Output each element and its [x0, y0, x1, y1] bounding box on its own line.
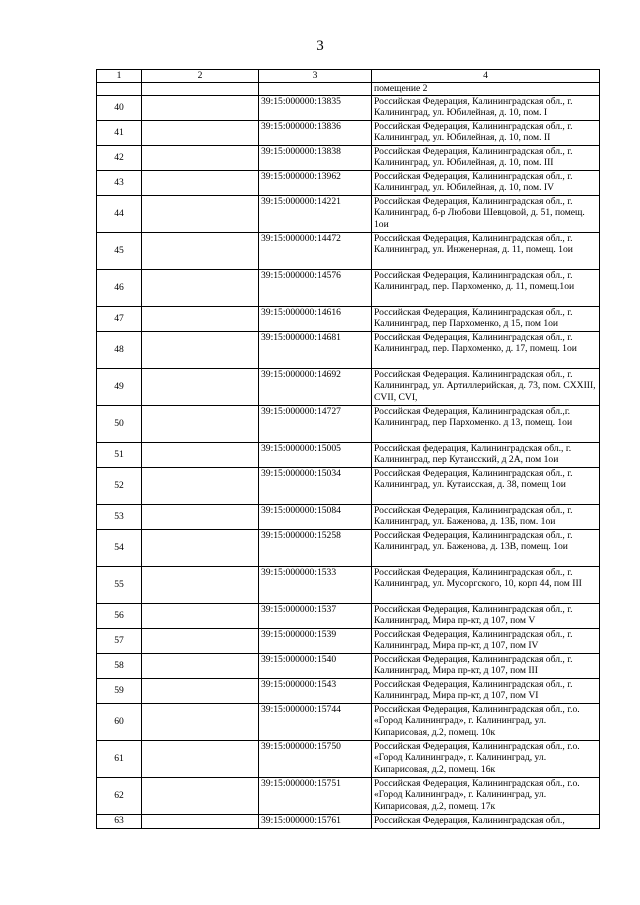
registry-table	[96, 69, 600, 829]
table-row	[97, 95, 600, 120]
table-row	[97, 195, 600, 232]
table-row	[97, 603, 600, 628]
row-number-cell: 41	[97, 120, 142, 145]
owner-cell	[142, 368, 259, 405]
table-row	[97, 678, 600, 703]
address-cell: Российская Федерация, Калининградская обл., г. Калининград, Мира пр-кт, д 107, пом V	[372, 603, 600, 628]
cadastral-cell: 39:15:000000:14576	[259, 269, 372, 306]
cadastral-cell: 39:15:000000:15034	[259, 467, 372, 504]
owner-cell	[142, 628, 259, 653]
table-row	[97, 306, 600, 331]
cadastral-cell: 39:15:000000:1540	[259, 653, 372, 678]
cadastral-cell	[259, 82, 372, 95]
owner-cell	[142, 195, 259, 232]
row-number-cell: 58	[97, 653, 142, 678]
row-number-cell: 56	[97, 603, 142, 628]
cadastral-cell: 39:15:000000:13835	[259, 95, 372, 120]
page-number: 3	[316, 38, 324, 54]
table-row	[97, 814, 600, 828]
row-number-cell: 53	[97, 504, 142, 529]
address-cell: Российская Федерация, Калининградская обл., г. Калининград, ул. Баженова, д. 13В, помещ. 1ои	[372, 529, 600, 566]
owner-cell	[142, 269, 259, 306]
cadastral-cell: 39:15:000000:1543	[259, 678, 372, 703]
cadastral-cell: 39:15:000000:15258	[259, 529, 372, 566]
address-cell: Российская Федерация. Калининградская обл., г. Калининград, ул. Артиллерийская, д. 73, пом. CXXIII, CVII, CVI,	[372, 368, 600, 405]
owner-cell	[142, 603, 259, 628]
table-row	[97, 529, 600, 566]
address-cell: Российская Федерация, Калининградская обл., г. Калининград, ул. Юбилейная, д. 10, пом. I	[372, 95, 600, 120]
row-number-cell: 48	[97, 331, 142, 368]
table-row	[97, 740, 600, 777]
owner-cell	[142, 170, 259, 195]
row-number-cell: 52	[97, 467, 142, 504]
table-row	[97, 368, 600, 405]
address-cell: Российская Федерация, Калининградская обл., г. Калининград, ул. Инженерная, д. 11, помещ. 1ои	[372, 232, 600, 269]
row-number-cell: 62	[97, 777, 142, 814]
owner-cell	[142, 120, 259, 145]
cadastral-cell: 39:15:000000:13838	[259, 145, 372, 170]
address-cell: Российская Федерация, Калининградская обл., г. Калининград, пер. Пархоменко, д. 17, помещ. 1ои	[372, 331, 600, 368]
cadastral-cell: 39:15:000000:15750	[259, 740, 372, 777]
row-number-cell: 42	[97, 145, 142, 170]
cadastral-cell: 39:15:000000:1537	[259, 603, 372, 628]
cadastral-cell: 39:15:000000:13962	[259, 170, 372, 195]
cadastral-cell: 39:15:000000:1533	[259, 566, 372, 603]
owner-cell	[142, 95, 259, 120]
owner-cell	[142, 814, 259, 828]
table-row	[97, 703, 600, 740]
address-cell: Российская Федерация, Калининградская обл., г.о. «Город Калининград», г. Калининград, ул. Кипарисовая, д.2, помещ. 16к	[372, 740, 600, 777]
address-cell: Российская федерация, Калининградская обл., г. Калининград, пер Кутаисский, д 2А, пом 1ои	[372, 442, 600, 467]
row-number-cell: 46	[97, 269, 142, 306]
address-cell: Российская Федерация, Калининградская обл., г. Калининград, пер. Пархоменко, д. 11, помещ.1ои	[372, 269, 600, 306]
address-cell: Российская Федерация, Калининградская обл.,г. Калининград, пер Пархоменко. д 13, помещ. 1ои	[372, 405, 600, 442]
cadastral-cell: 39:15:000000:14472	[259, 232, 372, 269]
cadastral-cell: 39:15:000000:14616	[259, 306, 372, 331]
owner-cell	[142, 405, 259, 442]
table-row	[97, 405, 600, 442]
cadastral-cell: 39:15:000000:15005	[259, 442, 372, 467]
column-header: 2	[142, 70, 259, 83]
table-row	[97, 653, 600, 678]
cadastral-cell: 39:15:000000:1539	[259, 628, 372, 653]
owner-cell	[142, 467, 259, 504]
row-number-cell: 55	[97, 566, 142, 603]
table-row	[97, 232, 600, 269]
address-cell: Российская Федерация, Калининградская обл., г. Калининград, пер Пархоменко, д 15, пом 1ои	[372, 306, 600, 331]
row-number-cell: 63	[97, 814, 142, 828]
table-row	[97, 777, 600, 814]
address-cell: Российская Федерация, Калининградская обл., г. Калининград, ул. Юбилейная, д. 10, пом. II	[372, 120, 600, 145]
continuation-row	[97, 82, 600, 95]
owner-cell	[142, 566, 259, 603]
table-row	[97, 145, 600, 170]
owner-cell	[142, 232, 259, 269]
address-cell: Российская Федерация, Калининградская обл., г. Калининград, ул. Баженова, д. 13Б, пом. 1ои	[372, 504, 600, 529]
column-header: 4	[372, 70, 600, 83]
owner-cell	[142, 529, 259, 566]
address-cell: Российская Федерация, Калининградская обл., г. Калининград, ул. Мусоргского, 10, корп 44, пом III	[372, 566, 600, 603]
cadastral-cell: 39:15:000000:14681	[259, 331, 372, 368]
table-row	[97, 331, 600, 368]
cadastral-cell: 39:15:000000:15084	[259, 504, 372, 529]
table-row	[97, 566, 600, 603]
cadastral-cell: 39:15:000000:15761	[259, 814, 372, 828]
address-cell: Российская Федерация, Калининградская обл., г.о. «Город Калининград», г. Калининград, ул. Кипарисовая, д.2, помещ. 17к	[372, 777, 600, 814]
address-cell: Российская Федерация, Калининградская обл.,	[372, 814, 600, 828]
owner-cell	[142, 442, 259, 467]
owner-cell	[142, 678, 259, 703]
table-row	[97, 170, 600, 195]
row-number-cell: 61	[97, 740, 142, 777]
row-number-cell: 43	[97, 170, 142, 195]
table-row	[97, 467, 600, 504]
cadastral-cell: 39:15:000000:14727	[259, 405, 372, 442]
row-number-cell	[97, 82, 142, 95]
address-cell: Российская Федерация, Калининградская обл., г. Калининград, Мира пр-кт, д 107, пом VI	[372, 678, 600, 703]
row-number-cell: 54	[97, 529, 142, 566]
owner-cell	[142, 703, 259, 740]
owner-cell	[142, 306, 259, 331]
row-number-cell: 57	[97, 628, 142, 653]
owner-cell	[142, 777, 259, 814]
table-header-row	[97, 70, 600, 83]
row-number-cell: 51	[97, 442, 142, 467]
cadastral-cell: 39:15:000000:13836	[259, 120, 372, 145]
cadastral-cell: 39:15:000000:14692	[259, 368, 372, 405]
row-number-cell: 59	[97, 678, 142, 703]
address-cell: Российская Федерация, Калининградская обл., г.о. «Город Калининград», г. Калининград, ул. Кипарисовая, д.2, помещ. 10к	[372, 703, 600, 740]
owner-cell	[142, 504, 259, 529]
column-header: 1	[97, 70, 142, 83]
cadastral-cell: 39:15:000000:15751	[259, 777, 372, 814]
owner-cell	[142, 82, 259, 95]
address-cell: Российская Федерация, Калининградская обл., г. Калининград, ул. Юбилейная, д. 10, пом. IV	[372, 170, 600, 195]
owner-cell	[142, 740, 259, 777]
address-cell: Российская Федерация, Калининградская обл., г. Калининград, Мира пр-кт, д 107, пом IV	[372, 628, 600, 653]
column-header: 3	[259, 70, 372, 83]
owner-cell	[142, 331, 259, 368]
address-cell: помещение 2	[372, 82, 600, 95]
row-number-cell: 47	[97, 306, 142, 331]
address-cell: Российская Федерация, Калининградская обл., г. Калининград, ул. Кутаисская, д. 38, помещ 1ои	[372, 467, 600, 504]
address-cell: Российская Федерация, Калининградская обл., г. Калининград, Мира пр-кт, д 107, пом III	[372, 653, 600, 678]
owner-cell	[142, 145, 259, 170]
table-row	[97, 269, 600, 306]
row-number-cell: 49	[97, 368, 142, 405]
row-number-cell: 45	[97, 232, 142, 269]
table-row	[97, 442, 600, 467]
row-number-cell: 60	[97, 703, 142, 740]
cadastral-cell: 39:15:000000:15744	[259, 703, 372, 740]
address-cell: Российская Федерация, Калининградская обл., г. Калининград, б-р Любови Шевцовой, д. 51, помещ. 1ои	[372, 195, 600, 232]
table-row	[97, 120, 600, 145]
owner-cell	[142, 653, 259, 678]
row-number-cell: 44	[97, 195, 142, 232]
cadastral-cell: 39:15:000000:14221	[259, 195, 372, 232]
address-cell: Российская Федерация, Калининградская обл., г. Калининград, ул. Юбилейная, д. 10, пом. III	[372, 145, 600, 170]
table-row	[97, 504, 600, 529]
table-row	[97, 628, 600, 653]
row-number-cell: 50	[97, 405, 142, 442]
row-number-cell: 40	[97, 95, 142, 120]
